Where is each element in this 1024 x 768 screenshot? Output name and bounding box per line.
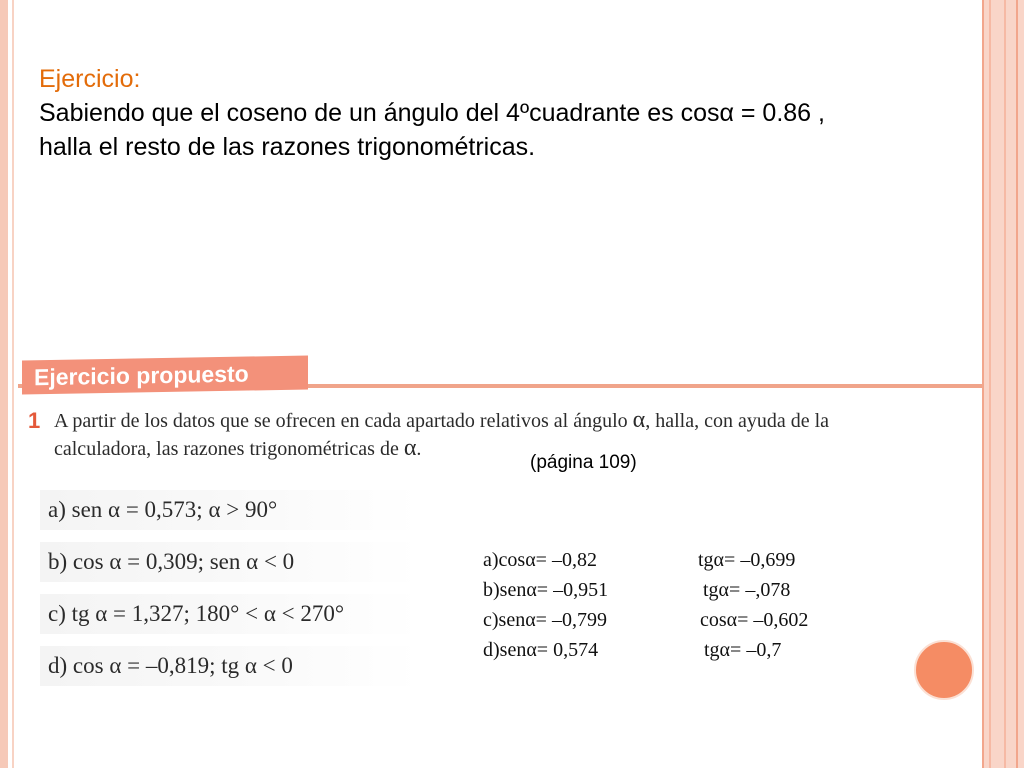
statement-line-1: Sabiendo que el coseno de un ángulo del 4ºcuadrante es cosα = 0.86 , bbox=[39, 99, 825, 127]
instruction-text-2: , halla, con ayuda de la bbox=[645, 410, 830, 432]
answer-second-value: cosα= –0,602 bbox=[700, 609, 809, 631]
instruction-text-1: A partir de los datos que se ofrecen en cada apartado relativos al ángulo bbox=[54, 410, 633, 432]
answer-second-value: tgα= –0,699 bbox=[698, 549, 796, 571]
answer-first-value: b)senα= –0,951 bbox=[483, 579, 609, 601]
option-d: d) cos α = –0,819; tg α < 0 bbox=[40, 646, 420, 686]
option-c: c) tg α = 1,327; 180° < α < 270° bbox=[40, 594, 420, 634]
right-border-line bbox=[1016, 0, 1018, 768]
exercise-number: 1 bbox=[28, 408, 41, 433]
proposed-exercise-banner: Ejercicio propuesto bbox=[22, 356, 308, 395]
decorative-circle bbox=[914, 640, 974, 700]
statement-line-2: halla el resto de las razones trigonométricas. bbox=[39, 133, 536, 161]
exercise-instruction bbox=[54, 407, 984, 463]
exercise-statement bbox=[39, 62, 969, 164]
answer-second-value: tgα= –,078 bbox=[703, 579, 791, 601]
answer-first-value: c)senα= –0,799 bbox=[483, 609, 607, 631]
alpha-symbol: α bbox=[403, 435, 417, 461]
alpha-symbol: α bbox=[632, 407, 646, 433]
answer-second-value: tgα= –0,7 bbox=[704, 639, 782, 661]
option-b: b) cos α = 0,309; sen α < 0 bbox=[40, 542, 420, 582]
instruction-text-3: calculadora, las razones trigonométricas de bbox=[54, 438, 404, 460]
page-reference: (página 109) bbox=[530, 452, 637, 473]
exercise-heading: Ejercicio: bbox=[39, 65, 141, 93]
left-border-line bbox=[12, 0, 14, 768]
right-border-line bbox=[1004, 0, 1006, 768]
right-border-line bbox=[989, 0, 991, 768]
option-a: a) sen α = 0,573; α > 90° bbox=[40, 490, 420, 530]
answer-first-value: a)cosα= –0,82 bbox=[483, 549, 597, 571]
left-border-band bbox=[0, 0, 8, 768]
right-border-line bbox=[982, 0, 984, 768]
instruction-text-4: . bbox=[416, 438, 422, 460]
answer-first-value: d)senα= 0,574 bbox=[483, 639, 599, 661]
